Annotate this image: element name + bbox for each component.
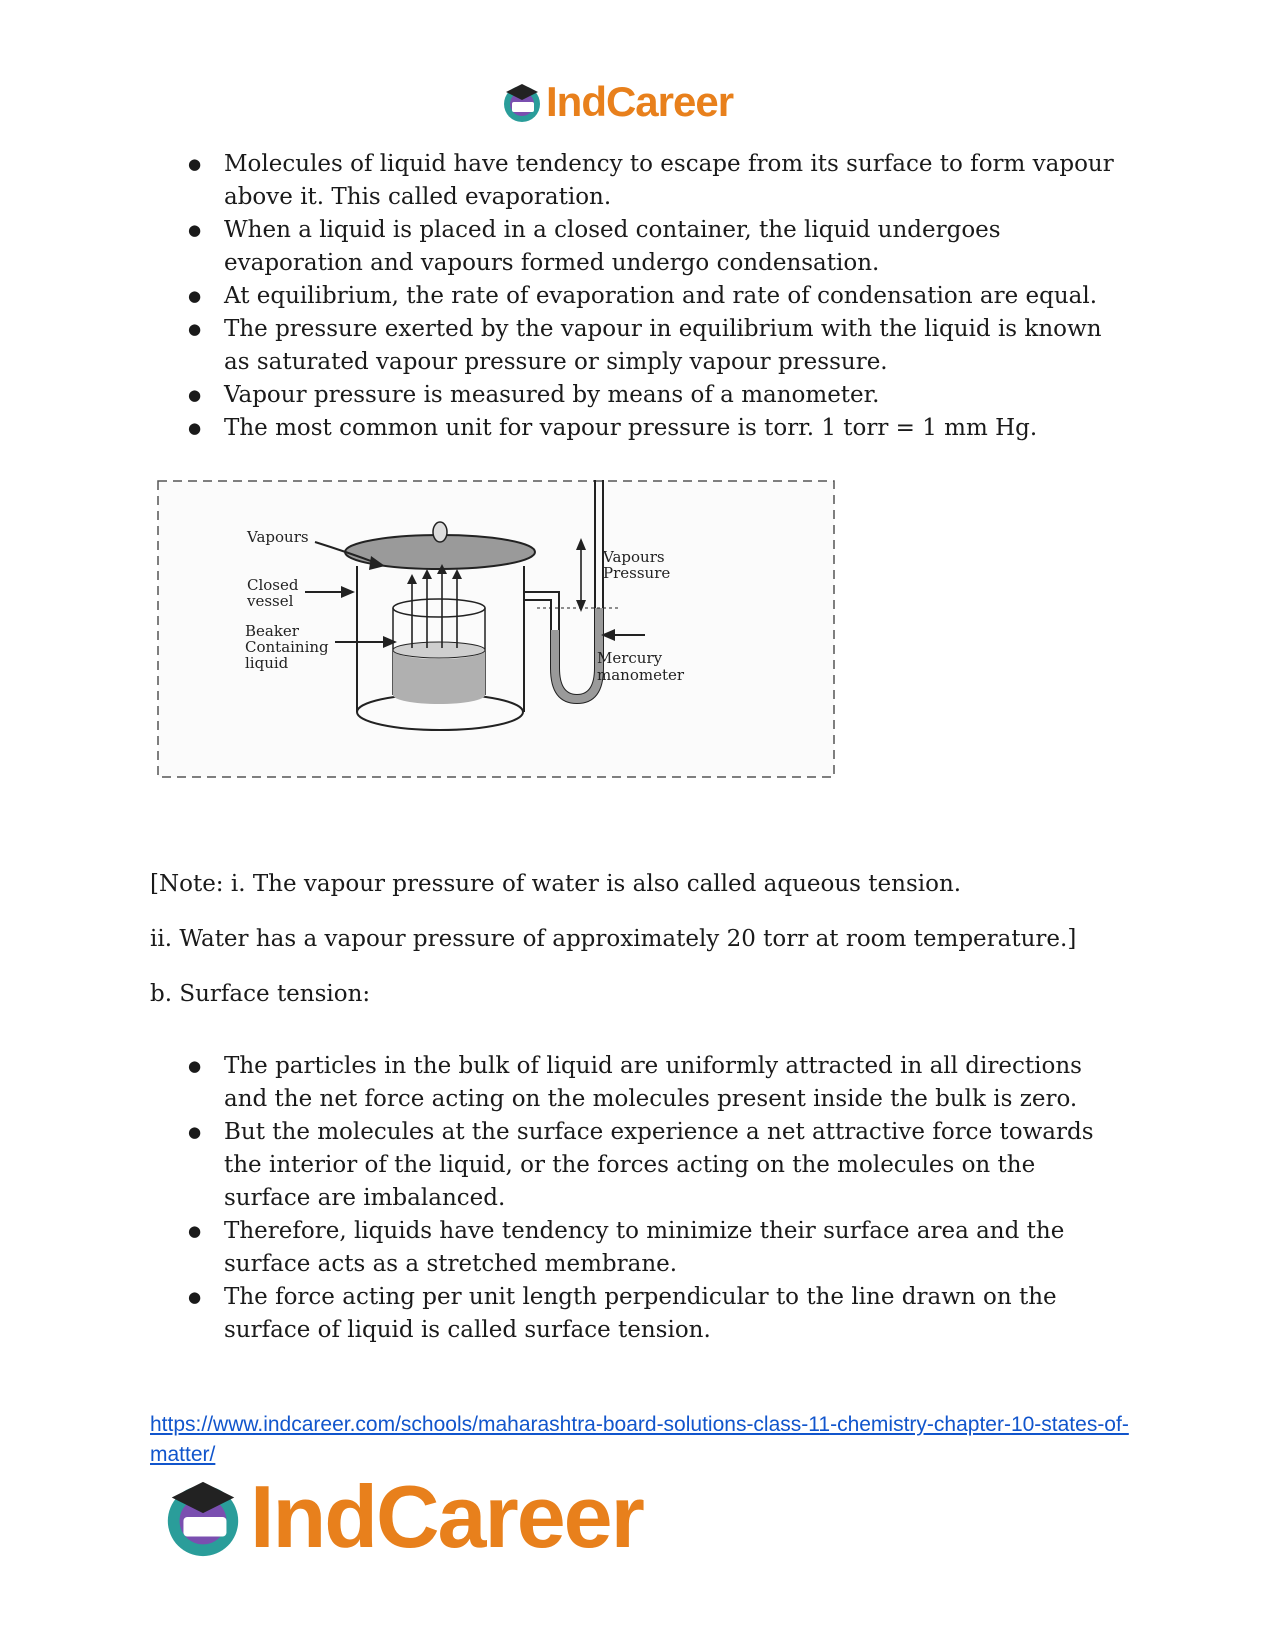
label-manometer: manometer <box>597 666 685 684</box>
label-vapours-pressure-1: Vapours <box>603 548 665 566</box>
header-logo <box>500 78 733 126</box>
vapour-pressure-diagram <box>157 480 835 780</box>
list-item: ● The pressure exerted by the vapour in equilibrium with the liquid is known as saturated vapour pressure or simply vapour pressure. <box>180 313 1120 379</box>
list-item: ● When a liquid is placed in a closed container, the liquid undergoes evaporation and vapours formed undergo condensation. <box>180 214 1120 280</box>
list-item: ● The force acting per unit length perpendicular to the line drawn on the surface of liquid is called surface tension. <box>180 1281 1120 1347</box>
list-item: ● Vapour pressure is measured by means of a manometer. <box>180 379 1120 412</box>
label-vessel: vessel <box>247 592 294 610</box>
label-vapours-pressure-2: Pressure <box>603 564 671 582</box>
source-link[interactable]: https://www.indcareer.com/schools/maharashtra-board-solutions-class-11-chemistry-chapter-10-states-of-matter/ <box>150 1413 1129 1466</box>
list-item: ● The particles in the bulk of liquid are uniformly attracted in all directions and the net force acting on the molecules present inside the bulk is zero. <box>180 1050 1120 1116</box>
note-water-vapour-pressure: ii. Water has a vapour pressure of approximately 20 torr at room temperature.] <box>150 926 1077 952</box>
graduation-globe-icon <box>500 80 544 124</box>
label-beaker: Beaker <box>245 622 299 640</box>
graduation-globe-icon <box>160 1474 246 1560</box>
section-heading: b. Surface tension: <box>150 981 371 1007</box>
label-vapours: Vapours <box>247 528 309 546</box>
list-item: ● At equilibrium, the rate of evaporation and rate of condensation are equal. <box>180 280 1120 313</box>
surface-tension-list <box>180 1050 1120 1347</box>
note-aqueous-tension: [Note: i. The vapour pressure of water is also called aqueous tension. <box>150 871 962 897</box>
list-item: ● Therefore, liquids have tendency to minimize their surface area and the surface acts as a stretched membrane. <box>180 1215 1120 1281</box>
list-item: ● But the molecules at the surface experience a net attractive force towards the interior of the liquid, or the forces acting on the molecules on the surface are imbalanced. <box>180 1116 1120 1215</box>
label-liquid: liquid <box>245 654 289 672</box>
logo-text: IndCareer <box>546 78 734 125</box>
label-mercury: Mercury <box>597 649 663 667</box>
list-item: ● The most common unit for vapour pressure is torr. 1 torr = 1 mm Hg. <box>180 412 1120 445</box>
footer-logo <box>160 1466 643 1568</box>
evaporation-list <box>180 148 1120 445</box>
logo-text: IndCareer <box>250 1467 643 1566</box>
label-containing: Containing <box>245 638 329 656</box>
list-item: ● Molecules of liquid have tendency to escape from its surface to form vapour above it. This called evaporation. <box>180 148 1120 214</box>
label-closed: Closed <box>247 576 299 594</box>
